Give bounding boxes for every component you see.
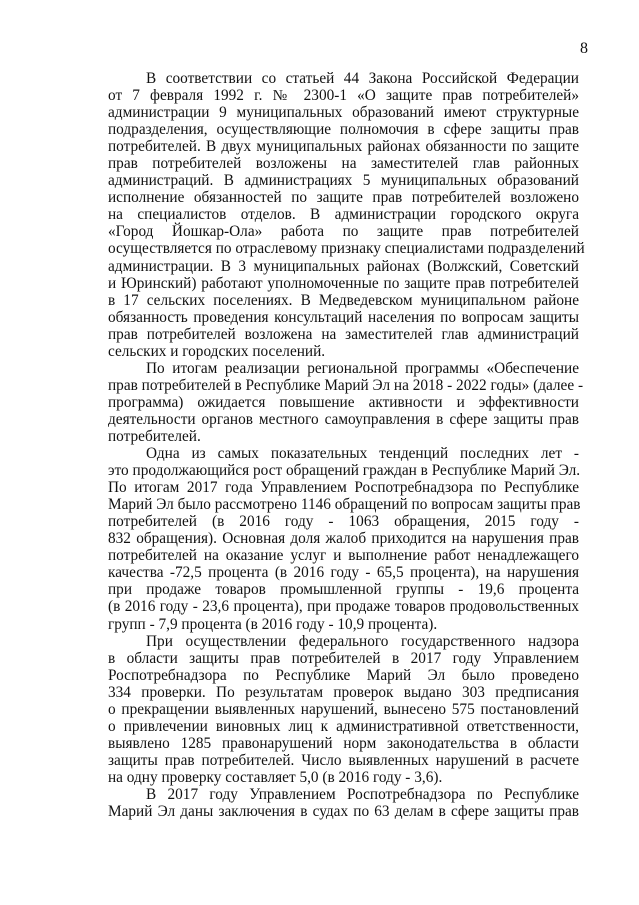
text-line: При осуществлении федерального государственного надзора: [146, 632, 579, 650]
text-line: В соответствии со статьей 44 Закона Российской Федерации: [146, 70, 579, 87]
text-line: о прекращении выявленных нарушений, вынесено 575 постановлений: [108, 700, 579, 718]
paragraph: [108, 359, 584, 445]
text-line: на одну проверку составляет 5,0 (в 2016 году - 3,6).: [108, 768, 443, 786]
text-line: 832 обращения). Основная доля жалоб приходится на нарушения прав: [108, 530, 579, 548]
text-line: групп - 7,9 процента (в 2016 году - 10,9 процента).: [108, 615, 438, 633]
text-line: исполнение обязанностей по защите прав потребителей возложено: [108, 189, 579, 207]
text-line: По итогам 2017 года Управлением Роспотребнадзора по Республике: [108, 479, 579, 497]
text-line: от 7 февраля 1992 г. № 2300-1 «О защите прав потребителей»: [108, 87, 579, 105]
text-line: потребителей (в 2016 году - 1063 обращения, 2015 году -: [108, 513, 579, 531]
text-line: (в 2016 году - 23,6 процента), при продаже товаров продовольственных: [108, 598, 579, 616]
text-line: администрации. В 3 муниципальных районах (Волжский, Советский: [108, 257, 579, 275]
paragraph: [108, 445, 579, 633]
text-line: о привлечении виновных лиц к административной ответственности,: [108, 717, 579, 735]
text-line: потребителей. В двух муниципальных районах обязанности по защите: [108, 138, 579, 156]
text-line: прав потребителей в Республике Марий Эл на 2018 - 2022 годы» (далее -: [108, 376, 584, 394]
text-line: потребителей на оказание услуг и выполнение работ ненадлежащего: [108, 547, 579, 565]
text-line: Роспотребнадзора по Республике Марий Эл было проведено: [108, 666, 579, 684]
text-line: в области защиты прав потребителей в 2017 году Управлением: [108, 649, 579, 667]
text-line: «Город Йошкар-Ола» работа по защите прав потребителей: [108, 223, 579, 241]
text-line: качества -72,5 процента (в 2016 году - 65,5 процента), на нарушения: [108, 564, 579, 582]
text-line: В 2017 году Управлением Роспотребнадзора по Республике: [146, 785, 579, 803]
text-line: в 17 сельских поселениях. В Медведевском муниципальном районе: [108, 291, 579, 309]
text-line: при продаже товаров промышленной группы - 19,6 процента: [108, 581, 579, 599]
text-line: выявлено 1285 правонарушений норм законодательства в области: [108, 734, 579, 752]
text-line: прав потребителей возложены на заместителей глав районных: [108, 155, 579, 173]
text-line: прав потребителей возложена на заместителей глав администраций: [108, 325, 579, 343]
text-line: на специалистов отделов. В администрации городского округа: [108, 206, 579, 224]
text-line: Одна из самых показательных тенденций последних лет -: [146, 445, 579, 463]
paragraph: [108, 786, 579, 820]
text-line: администрации 9 муниципальных образований имеют структурные: [108, 104, 579, 122]
text-line: деятельности органов местного самоуправления в сфере защиты прав: [108, 410, 579, 428]
text-line: подразделения, осуществляющие полномочия в сфере защиты прав: [108, 121, 579, 139]
text-line: это продолжающийся рост обращений граждан в Республике Марий Эл.: [108, 462, 581, 480]
paragraph: [108, 633, 579, 786]
text-line: 334 проверки. По результатам проверок выдано 303 предписания: [108, 683, 579, 701]
text-line: и Юринский) работают уполномоченные по защите прав потребителей: [108, 274, 579, 292]
text-line: защиты прав потребителей. Число выявленных нарушений в расчете: [108, 751, 579, 769]
text-line: сельских и городских поселений.: [108, 342, 326, 360]
text-line: администраций. В администрациях 5 муниципальных образований: [108, 172, 579, 190]
text-line: обязанность проведения консультаций населения по вопросам защиты: [108, 308, 579, 326]
paragraph: [108, 70, 585, 360]
page-number: 8: [580, 40, 588, 57]
text-line: потребителей.: [108, 427, 201, 445]
text-line: программа) ожидается повышение активности и эффективности: [108, 393, 579, 411]
text-line: По итогам реализации региональной программы «Обеспечение: [146, 359, 579, 377]
text-line: Марий Эл было рассмотрено 1146 обращений по вопросам защиты прав: [108, 496, 581, 514]
text-line: осуществляется по отраслевому признаку специалистами подразделений: [108, 240, 585, 258]
document-body: [108, 70, 585, 821]
text-line: Марий Эл даны заключения в судах по 63 делам в сфере защиты прав: [108, 803, 579, 821]
